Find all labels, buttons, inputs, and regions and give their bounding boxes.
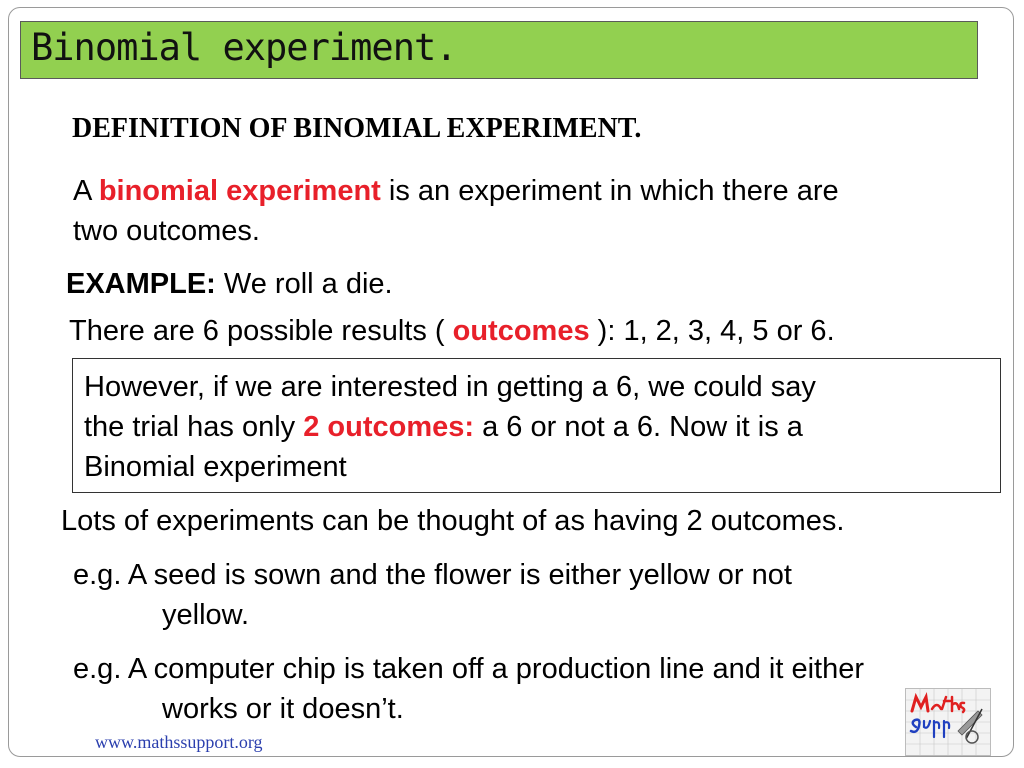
results-highlight: outcomes — [452, 315, 590, 347]
note-line1: However, if we are interested in getting a 6, we could say — [84, 371, 816, 403]
definition-line2: two outcomes. — [73, 215, 260, 247]
definition-prefix: A — [73, 175, 99, 207]
example-chip-line2: works or it doesn’t. — [162, 693, 404, 725]
example-seed-line2: yellow. — [162, 599, 250, 631]
results-prefix: There are 6 possible results ( — [69, 315, 453, 347]
example-line — [66, 264, 393, 304]
definition-paragraph — [73, 171, 839, 251]
note-text — [84, 367, 816, 487]
definition-suffix: is an experiment in which there are — [380, 175, 839, 207]
slide-title: Binomial experiment. — [31, 26, 457, 69]
example-seed-line1: e.g. A seed is sown and the flower is either yellow or not — [73, 559, 792, 591]
lots-line: Lots of experiments can be thought of as having 2 outcomes. — [61, 505, 845, 537]
results-suffix: ): 1, 2, 3, 4, 5 or 6. — [589, 315, 835, 347]
binomial-note-box — [72, 358, 1001, 493]
note-line2-highlight: 2 outcomes: — [303, 411, 475, 443]
note-line3: Binomial experiment — [84, 451, 347, 483]
note-line2-prefix: the trial has only — [84, 411, 304, 443]
logo-image — [906, 689, 990, 755]
maths-support-logo — [905, 688, 991, 756]
example-chip-line1: e.g. A computer chip is taken off a production line and it either — [73, 653, 865, 685]
title-bar — [20, 21, 978, 79]
definition-heading: DEFINITION OF BINOMIAL EXPERIMENT. — [72, 113, 642, 144]
definition-highlight: binomial experiment — [98, 175, 381, 207]
footer-url: www.mathssupport.org — [95, 732, 263, 752]
example-text: We roll a die. — [215, 268, 393, 300]
example-seed — [73, 555, 792, 635]
example-chip — [73, 649, 864, 729]
example-label: EXAMPLE: — [66, 268, 216, 300]
note-line2-suffix: a 6 or not a 6. Now it is a — [474, 411, 803, 443]
results-line — [69, 311, 835, 351]
